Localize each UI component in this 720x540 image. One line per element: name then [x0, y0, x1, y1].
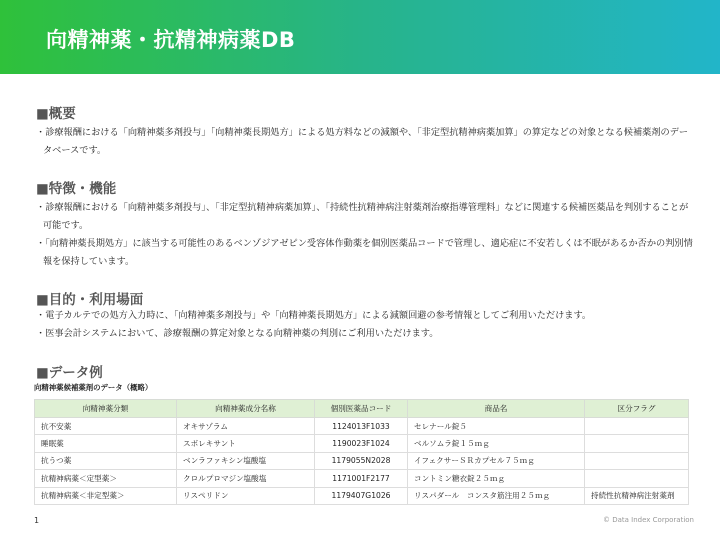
cell-category: 抗精神病薬＜定型薬＞: [35, 470, 177, 487]
table-row: [35, 418, 689, 435]
cell-product: コントミン糖衣錠２５ｍｇ: [408, 470, 585, 487]
overview-list: [36, 124, 696, 160]
cell-code: 1124013F1033: [315, 418, 408, 435]
purpose-bullet: ・ 医事会計システムにおいて、診療報酬の算定対象となる向精神薬の判別にご利用いただけます。: [36, 325, 696, 343]
page-number: 1: [34, 516, 40, 525]
cell-category: 睡眠薬: [35, 435, 177, 452]
cell-product: イフェクサーＳＲカプセル７５ｍｇ: [408, 452, 585, 469]
purpose-list: [36, 307, 696, 343]
cell-flag: [585, 418, 689, 435]
features-list: [36, 199, 696, 271]
cell-flag: [585, 435, 689, 452]
cell-product: ベルソムラ錠１５ｍｇ: [408, 435, 585, 452]
cell-ingredient: ベンラファキシン塩酸塩: [177, 452, 315, 469]
column-header: 商品名: [408, 400, 585, 418]
features-bullet: ・ 診療報酬における「向精神薬多剤投与」、「非定型抗精神病薬加算」、「持続性抗精神病注射薬剤治療指導管理料」などに関連する候補医薬品を判別することが可能です。: [36, 199, 696, 235]
cell-ingredient: スボレキサント: [177, 435, 315, 452]
section-title-purpose: ■目的・利用場面: [36, 292, 144, 308]
cell-flag: 持続性抗精神病注射薬剤: [585, 487, 689, 504]
table-caption: 向精神薬候補薬剤のデータ（概略）: [34, 383, 153, 392]
title-banner: [0, 0, 720, 74]
section-title-features: ■特徴・機能: [36, 181, 117, 197]
overview-bullet: ・ 診療報酬における「向精神薬多剤投与」「向精神薬長期処方」による処方料などの減額や、「非定型抗精神病薬加算」の算定などの対象となる候補薬剤のデータベースです。: [36, 124, 696, 160]
column-header: 個別医薬品コード: [315, 400, 408, 418]
cell-code: 1179055N2028: [315, 452, 408, 469]
features-bullet: ・ 「向精神薬長期処方」に該当する可能性のあるベンゾジアゼピン受容体作動薬を個別医薬品コードで管理し、適応症に不安若しくは不眠があるか否かの判別情報を保持しています。: [36, 235, 696, 271]
table-header-row: [35, 400, 689, 418]
column-header: 区分フラグ: [585, 400, 689, 418]
page-title: 向精神薬・抗精神病薬DB: [46, 28, 296, 52]
cell-code: 1179407G1026: [315, 487, 408, 504]
cell-product: セレナール錠５: [408, 418, 585, 435]
purpose-bullet: ・ 電子カルテでの処方入力時に、「向精神薬多剤投与」や「向精神薬長期処方」による減額回避の参考情報としてご利用いただけます。: [36, 307, 696, 325]
table-row: [35, 470, 689, 487]
cell-code: 1171001F2177: [315, 470, 408, 487]
table-row: [35, 487, 689, 504]
cell-product: リスパダール コンスタ筋注用２５ｍｇ: [408, 487, 585, 504]
table-row: [35, 435, 689, 452]
column-header: 向精神薬成分名称: [177, 400, 315, 418]
cell-ingredient: リスペリドン: [177, 487, 315, 504]
table-row: [35, 452, 689, 469]
cell-code: 1190023F1024: [315, 435, 408, 452]
data-table: [34, 399, 689, 505]
section-title-overview: ■概要: [36, 106, 76, 122]
cell-category: 抗不安薬: [35, 418, 177, 435]
cell-category: 抗精神病薬＜非定型薬＞: [35, 487, 177, 504]
copyright-notice: © Data Index Corporation: [602, 516, 694, 524]
cell-flag: [585, 470, 689, 487]
column-header: 向精神薬分類: [35, 400, 177, 418]
section-title-data-example: ■データ例: [36, 365, 103, 381]
cell-ingredient: クロルプロマジン塩酸塩: [177, 470, 315, 487]
cell-flag: [585, 452, 689, 469]
cell-ingredient: オキサゾラム: [177, 418, 315, 435]
cell-category: 抗うつ薬: [35, 452, 177, 469]
